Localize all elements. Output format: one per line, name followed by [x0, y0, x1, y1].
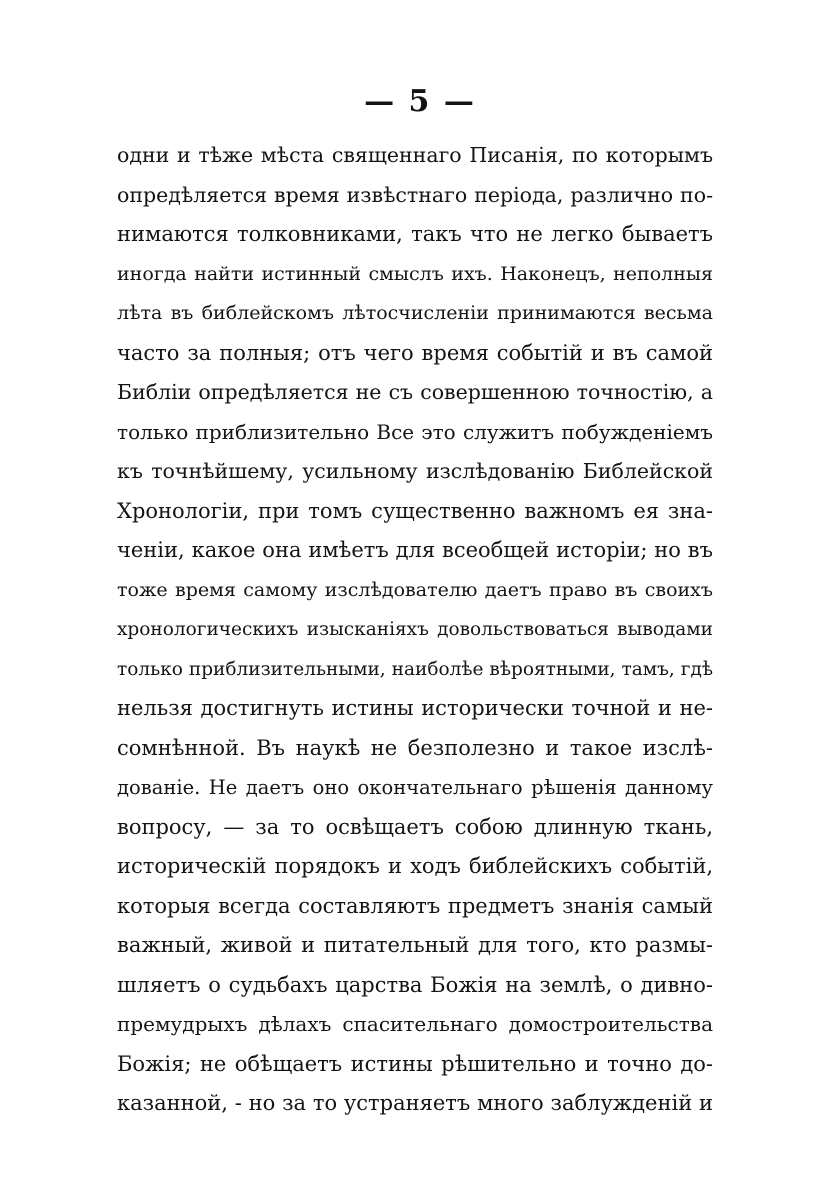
- text-line: хронологическихъ изысканіяхъ довольствоваться выводами: [117, 619, 713, 640]
- text-line: лѣта въ библейскомъ лѣтосчисленіи принимаются весьма: [117, 302, 713, 324]
- text-line: Хронологіи, при томъ существенно важномъ ея зна-: [117, 498, 713, 523]
- text-line: часто за полныя; отъ чего время событій и въ самой: [117, 340, 713, 365]
- text-line: ченіи, какое она имѣетъ для всеобщей исторіи; но въ: [117, 538, 713, 562]
- text-line: тоже время самому изслѣдователю даетъ право въ своихъ: [117, 578, 713, 601]
- text-line: сомнѣнной. Въ наукѣ не безполезно и такое изслѣ-: [117, 735, 713, 760]
- text-line: которыя всегда составляютъ предметъ знанія самый: [117, 893, 713, 918]
- page-number: — 5 —: [364, 84, 476, 119]
- text-line: историческій порядокъ и ходъ библейскихъ событій,: [117, 854, 713, 878]
- text-line: только приблизительно Все это служитъ побужденіемъ: [117, 419, 713, 444]
- text-line: одни и тѣже мѣста священнаго Писанія, по которымъ: [117, 143, 713, 167]
- text-line: важный, живой и питательный для того, кто размы-: [117, 933, 713, 957]
- text-line: Божія; не обѣщаетъ истины рѣшительно и точно до-: [117, 1051, 713, 1076]
- text-line: шляетъ о судьбахъ царства Божія на землѣ, о дивно-: [117, 972, 713, 997]
- text-line: нельзя достигнуть истины исторически точной и не-: [117, 696, 713, 720]
- text-line: дованіе. Не даетъ оно окончательнаго рѣшенія данному: [117, 776, 713, 799]
- text-line: опредѣляется время извѣстнаго періода, различно по-: [117, 182, 713, 207]
- text-line: вопросу, — за то освѣщаетъ собою длинную ткань,: [117, 814, 713, 839]
- text-line: казанной, - но за то устраняетъ много заблужденій и: [117, 1091, 713, 1115]
- text-line: нимаются толковниками, такъ что не легко бываетъ: [117, 222, 713, 246]
- text-line: къ точнѣйшему, усильному изслѣдованію Библейской: [117, 459, 713, 483]
- body-text: [117, 136, 713, 1124]
- text-line: премудрыхъ дѣлахъ спасительнаго домостроительства: [117, 1012, 713, 1036]
- text-line: иногда найти истинный смыслъ ихъ. Наконецъ, неполныя: [117, 262, 713, 285]
- text-line: только приблизительными, наиболѣе вѣроятными, тамъ, гдѣ: [117, 658, 713, 680]
- text-line: Библіи опредѣляется не съ совершенною точностію, а: [117, 380, 713, 404]
